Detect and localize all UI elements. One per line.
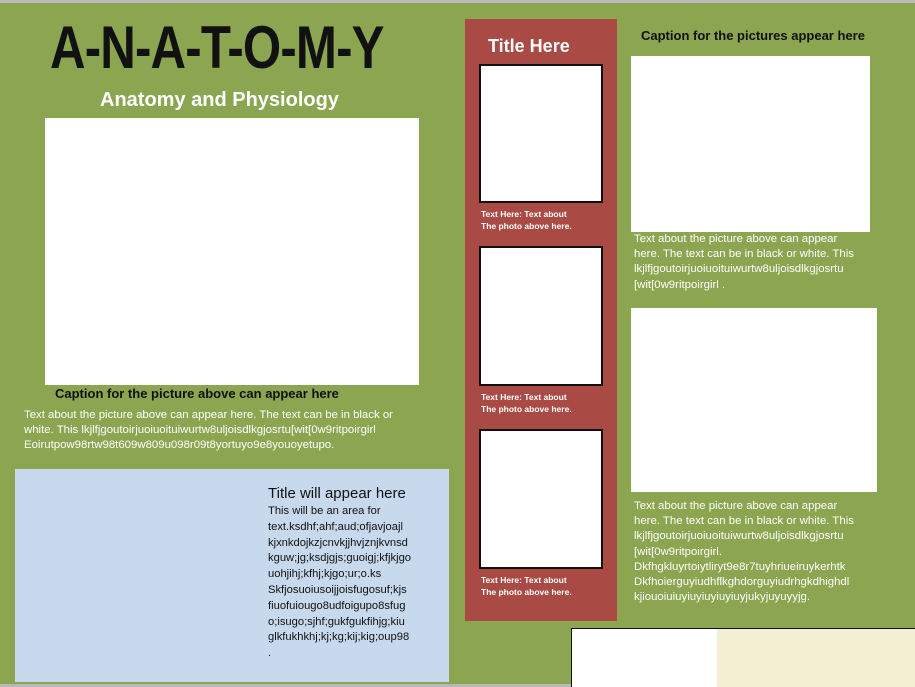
center-photo-1-note — [481, 208, 606, 232]
bottom-cream-panel — [717, 628, 915, 687]
text-line: lkjlfjgoutoirjuoiuoituiwurtw8uljoisdlkgjosrtu — [634, 530, 844, 543]
text-line: [wit[0w9ritpoirgirl . — [634, 278, 726, 291]
center-photo-2-note — [481, 391, 606, 415]
text-line: Text about the picture above can appear — [634, 233, 838, 245]
text-line: lkjlfjgoutoirjuoiuoituiwurtw8uljoisdlkgjosrtu — [634, 263, 844, 276]
text-line: fiuofuiougo8udfoigupo8sfug — [268, 599, 406, 612]
text-line: Text about the picture above can appear — [634, 500, 838, 512]
text-line: text.ksdhf;ahf;aud;ofjavjoajl — [268, 520, 403, 533]
right-caption: Caption for the pictures appear here — [641, 28, 865, 43]
text-line: Skfjosuoiusoijjoisfugosuf;kjs — [268, 583, 407, 596]
right-photo-2 — [631, 308, 877, 492]
note-line: Text Here: Text about — [481, 392, 567, 402]
text-line: This will be an area for — [268, 505, 381, 517]
text-line: [wit[0w9ritpoirgirl. — [634, 545, 722, 558]
right-photo-2-text — [634, 499, 894, 605]
main-photo-placeholder — [45, 118, 419, 385]
text-line: o;isugo;sjhf;gukfgukfihjg;kiu — [268, 615, 405, 628]
text-line: here. The text can be in black or white. This — [634, 248, 854, 261]
text-area-body — [268, 504, 444, 662]
center-photo-1 — [479, 64, 603, 203]
center-photo-3-note — [481, 574, 606, 598]
center-photo-2 — [479, 246, 603, 386]
text-line: kjiouoiuiuyiuyiuyiuyiuyjukyjuyuyyjg. — [634, 591, 811, 604]
text-line: Dkfhoierguyiudhflkghdorguyiudrhgkdhighdl — [634, 576, 850, 589]
main-photo-text — [24, 408, 444, 454]
poster-subtitle: Anatomy and Physiology — [100, 89, 339, 111]
text-line: Text about the picture above can appear here. The text can be in black or — [24, 409, 393, 421]
text-line: . — [268, 647, 272, 660]
text-line: Dkfhgkluyrtoiytliryt9e8r7tuyhriueiruykerhtk — [634, 560, 846, 573]
note-line: Text Here: Text about — [481, 575, 567, 585]
text-line: white. This lkjlfjgoutoirjuoiuoituiwurtw8uljoisdlkgjosrtu[wit[0w9ritpoirgirl — [24, 424, 376, 437]
center-photo-3 — [479, 429, 603, 569]
note-line: The photo above here. — [481, 587, 572, 597]
center-column-title: Title Here — [488, 36, 570, 56]
text-area-title: Title will appear here — [268, 485, 406, 502]
text-line: here. The text can be in black or white. This — [634, 515, 854, 528]
text-line: uohjihj;kfhj;kjgo;ur;o.ks — [268, 568, 382, 581]
text-line: Eoirutpow98rtw98t609w809u098r09t8yortuyo9e8youoyetupo. — [24, 439, 335, 452]
main-photo-caption: Caption for the picture above can appear here — [55, 386, 339, 401]
right-photo-1-text — [634, 232, 884, 293]
note-line: The photo above here. — [481, 404, 572, 414]
text-line: kjxnkdojkzjcnvkjjhvjznjkvnsd — [268, 536, 408, 549]
right-photo-1 — [631, 56, 870, 232]
note-line: Text Here: Text about — [481, 209, 567, 219]
text-line: glkfukhkhj;kj;kg;kij;kig;oup98 — [268, 631, 410, 644]
poster-title: A-N-A-T-O-M-Y — [50, 14, 384, 81]
note-line: The photo above here. — [481, 221, 572, 231]
text-line: kguw;jg;ksdjgjs;guoigj;kfjkjgo — [268, 552, 412, 565]
bottom-white-panel — [571, 628, 717, 687]
